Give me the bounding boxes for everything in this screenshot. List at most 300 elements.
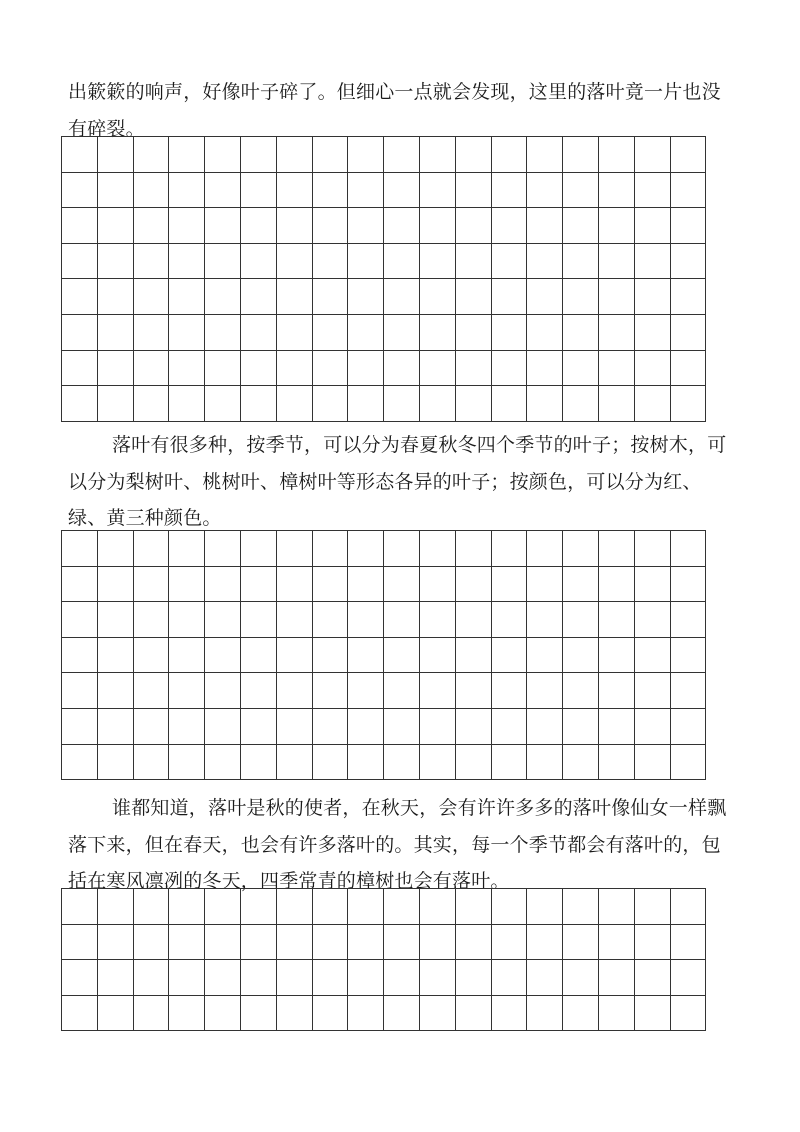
grid-cell[interactable] [671,244,707,280]
grid-cell[interactable] [527,709,563,745]
grid-cell[interactable] [313,996,349,1032]
grid-cell[interactable] [134,889,170,925]
grid-cell[interactable] [241,709,277,745]
grid-cell[interactable] [384,208,420,244]
grid-cell[interactable] [313,351,349,387]
grid-cell[interactable] [241,531,277,567]
grid-cell[interactable] [635,386,671,422]
grid-cell[interactable] [563,996,599,1032]
grid-cell[interactable] [420,315,456,351]
grid-cell[interactable] [563,137,599,173]
grid-cell[interactable] [205,925,241,961]
grid-cell[interactable] [599,315,635,351]
grid-cell[interactable] [62,244,98,280]
grid-cell[interactable] [599,244,635,280]
grid-cell[interactable] [599,351,635,387]
grid-cell[interactable] [134,315,170,351]
grid-cell[interactable] [169,531,205,567]
grid-cell[interactable] [635,673,671,709]
grid-cell[interactable] [384,137,420,173]
grid-cell[interactable] [98,315,134,351]
grid-cell[interactable] [671,351,707,387]
grid-cell[interactable] [671,567,707,603]
grid-cell[interactable] [635,137,671,173]
grid-cell[interactable] [420,244,456,280]
grid-cell[interactable] [671,925,707,961]
writing-grid-1[interactable] [61,136,706,422]
grid-cell[interactable] [241,351,277,387]
grid-cell[interactable] [241,244,277,280]
grid-cell[interactable] [599,960,635,996]
grid-cell[interactable] [527,315,563,351]
grid-cell[interactable] [277,567,313,603]
grid-cell[interactable] [671,279,707,315]
grid-cell[interactable] [62,173,98,209]
grid-cell[interactable] [527,925,563,961]
grid-cell[interactable] [277,673,313,709]
grid-cell[interactable] [98,386,134,422]
grid-cell[interactable] [384,351,420,387]
grid-cell[interactable] [527,386,563,422]
grid-cell[interactable] [348,173,384,209]
grid-cell[interactable] [348,673,384,709]
grid-cell[interactable] [277,709,313,745]
grid-cell[interactable] [420,602,456,638]
grid-cell[interactable] [599,208,635,244]
grid-cell[interactable] [277,960,313,996]
grid-cell[interactable] [420,889,456,925]
grid-cell[interactable] [62,531,98,567]
grid-cell[interactable] [492,279,528,315]
grid-cell[interactable] [599,279,635,315]
grid-cell[interactable] [62,386,98,422]
grid-cell[interactable] [205,531,241,567]
grid-cell[interactable] [563,279,599,315]
grid-cell[interactable] [671,173,707,209]
grid-cell[interactable] [277,279,313,315]
grid-cell[interactable] [420,673,456,709]
grid-cell[interactable] [313,745,349,781]
grid-cell[interactable] [169,173,205,209]
grid-cell[interactable] [277,386,313,422]
grid-cell[interactable] [277,996,313,1032]
grid-cell[interactable] [313,173,349,209]
grid-cell[interactable] [348,925,384,961]
grid-cell[interactable] [599,745,635,781]
grid-cell[interactable] [492,173,528,209]
grid-cell[interactable] [62,709,98,745]
grid-cell[interactable] [635,567,671,603]
grid-cell[interactable] [134,996,170,1032]
grid-cell[interactable] [635,925,671,961]
grid-cell[interactable] [134,351,170,387]
grid-cell[interactable] [169,351,205,387]
grid-cell[interactable] [134,137,170,173]
grid-cell[interactable] [384,925,420,961]
grid-cell[interactable] [599,709,635,745]
grid-cell[interactable] [98,351,134,387]
grid-cell[interactable] [241,673,277,709]
grid-cell[interactable] [205,279,241,315]
grid-cell[interactable] [348,386,384,422]
writing-grid-2[interactable] [61,530,706,780]
grid-cell[interactable] [241,315,277,351]
grid-cell[interactable] [169,638,205,674]
grid-cell[interactable] [313,709,349,745]
grid-cell[interactable] [456,531,492,567]
grid-cell[interactable] [62,996,98,1032]
grid-cell[interactable] [205,567,241,603]
grid-cell[interactable] [599,137,635,173]
grid-cell[interactable] [635,173,671,209]
grid-cell[interactable] [599,889,635,925]
grid-cell[interactable] [384,567,420,603]
grid-cell[interactable] [277,244,313,280]
grid-cell[interactable] [205,137,241,173]
grid-cell[interactable] [205,745,241,781]
grid-cell[interactable] [456,137,492,173]
grid-cell[interactable] [384,279,420,315]
grid-cell[interactable] [169,315,205,351]
grid-cell[interactable] [671,137,707,173]
grid-cell[interactable] [98,709,134,745]
grid-cell[interactable] [134,208,170,244]
grid-cell[interactable] [384,315,420,351]
grid-cell[interactable] [169,889,205,925]
grid-cell[interactable] [205,386,241,422]
grid-cell[interactable] [241,602,277,638]
grid-cell[interactable] [456,745,492,781]
grid-cell[interactable] [241,567,277,603]
grid-cell[interactable] [348,960,384,996]
grid-cell[interactable] [420,279,456,315]
grid-cell[interactable] [420,638,456,674]
grid-cell[interactable] [492,960,528,996]
grid-cell[interactable] [62,673,98,709]
grid-cell[interactable] [635,638,671,674]
grid-cell[interactable] [671,315,707,351]
grid-cell[interactable] [205,960,241,996]
grid-cell[interactable] [456,638,492,674]
grid-cell[interactable] [169,960,205,996]
grid-cell[interactable] [241,960,277,996]
grid-cell[interactable] [277,351,313,387]
grid-cell[interactable] [313,279,349,315]
grid-cell[interactable] [277,208,313,244]
grid-cell[interactable] [420,960,456,996]
grid-cell[interactable] [671,638,707,674]
writing-grid-3[interactable] [61,888,706,1031]
grid-cell[interactable] [456,889,492,925]
grid-cell[interactable] [348,315,384,351]
grid-cell[interactable] [635,279,671,315]
grid-cell[interactable] [169,745,205,781]
grid-cell[interactable] [348,137,384,173]
grid-cell[interactable] [456,208,492,244]
grid-cell[interactable] [635,996,671,1032]
grid-cell[interactable] [635,709,671,745]
grid-cell[interactable] [599,602,635,638]
grid-cell[interactable] [313,315,349,351]
grid-cell[interactable] [671,996,707,1032]
grid-cell[interactable] [348,745,384,781]
grid-cell[interactable] [277,173,313,209]
grid-cell[interactable] [169,208,205,244]
grid-cell[interactable] [635,531,671,567]
grid-cell[interactable] [169,386,205,422]
grid-cell[interactable] [348,889,384,925]
grid-cell[interactable] [241,638,277,674]
grid-cell[interactable] [98,244,134,280]
grid-cell[interactable] [98,960,134,996]
grid-cell[interactable] [348,279,384,315]
grid-cell[interactable] [492,996,528,1032]
grid-cell[interactable] [277,745,313,781]
grid-cell[interactable] [384,960,420,996]
grid-cell[interactable] [205,244,241,280]
grid-cell[interactable] [456,925,492,961]
grid-cell[interactable] [492,137,528,173]
grid-cell[interactable] [563,351,599,387]
grid-cell[interactable] [62,208,98,244]
grid-cell[interactable] [635,351,671,387]
grid-cell[interactable] [98,173,134,209]
grid-cell[interactable] [169,602,205,638]
grid-cell[interactable] [62,925,98,961]
grid-cell[interactable] [563,244,599,280]
grid-cell[interactable] [527,602,563,638]
grid-cell[interactable] [563,673,599,709]
grid-cell[interactable] [313,208,349,244]
grid-cell[interactable] [527,173,563,209]
grid-cell[interactable] [384,244,420,280]
grid-cell[interactable] [492,386,528,422]
grid-cell[interactable] [348,244,384,280]
grid-cell[interactable] [492,602,528,638]
grid-cell[interactable] [348,567,384,603]
grid-cell[interactable] [313,137,349,173]
grid-cell[interactable] [313,386,349,422]
grid-cell[interactable] [313,889,349,925]
grid-cell[interactable] [635,960,671,996]
grid-cell[interactable] [420,709,456,745]
grid-cell[interactable] [456,315,492,351]
grid-cell[interactable] [62,137,98,173]
grid-cell[interactable] [205,638,241,674]
grid-cell[interactable] [98,745,134,781]
grid-cell[interactable] [384,996,420,1032]
grid-cell[interactable] [384,602,420,638]
grid-cell[interactable] [134,709,170,745]
grid-cell[interactable] [169,137,205,173]
grid-cell[interactable] [134,960,170,996]
grid-cell[interactable] [384,709,420,745]
grid-cell[interactable] [348,709,384,745]
grid-cell[interactable] [134,745,170,781]
grid-cell[interactable] [98,567,134,603]
grid-cell[interactable] [169,244,205,280]
grid-cell[interactable] [671,960,707,996]
grid-cell[interactable] [277,531,313,567]
grid-cell[interactable] [205,889,241,925]
grid-cell[interactable] [671,531,707,567]
grid-cell[interactable] [241,925,277,961]
grid-cell[interactable] [456,602,492,638]
grid-cell[interactable] [635,208,671,244]
grid-cell[interactable] [671,889,707,925]
grid-cell[interactable] [62,960,98,996]
grid-cell[interactable] [62,567,98,603]
grid-cell[interactable] [384,673,420,709]
grid-cell[interactable] [98,889,134,925]
grid-cell[interactable] [599,531,635,567]
grid-cell[interactable] [563,386,599,422]
grid-cell[interactable] [527,208,563,244]
grid-cell[interactable] [348,351,384,387]
grid-cell[interactable] [98,925,134,961]
grid-cell[interactable] [277,315,313,351]
grid-cell[interactable] [205,208,241,244]
grid-cell[interactable] [205,173,241,209]
grid-cell[interactable] [313,925,349,961]
grid-cell[interactable] [348,602,384,638]
grid-cell[interactable] [635,602,671,638]
grid-cell[interactable] [527,531,563,567]
grid-cell[interactable] [134,567,170,603]
grid-cell[interactable] [277,602,313,638]
grid-cell[interactable] [169,996,205,1032]
grid-cell[interactable] [563,638,599,674]
grid-cell[interactable] [98,137,134,173]
grid-cell[interactable] [205,315,241,351]
grid-cell[interactable] [527,244,563,280]
grid-cell[interactable] [98,279,134,315]
grid-cell[interactable] [599,386,635,422]
grid-cell[interactable] [169,279,205,315]
grid-cell[interactable] [599,673,635,709]
grid-cell[interactable] [241,386,277,422]
grid-cell[interactable] [563,745,599,781]
grid-cell[interactable] [241,889,277,925]
grid-cell[interactable] [313,638,349,674]
grid-cell[interactable] [456,386,492,422]
grid-cell[interactable] [384,173,420,209]
grid-cell[interactable] [671,602,707,638]
grid-cell[interactable] [492,351,528,387]
grid-cell[interactable] [241,996,277,1032]
grid-cell[interactable] [671,745,707,781]
grid-cell[interactable] [527,567,563,603]
grid-cell[interactable] [492,638,528,674]
grid-cell[interactable] [420,137,456,173]
grid-cell[interactable] [671,673,707,709]
grid-cell[interactable] [456,567,492,603]
grid-cell[interactable] [563,315,599,351]
grid-cell[interactable] [492,745,528,781]
grid-cell[interactable] [527,673,563,709]
grid-cell[interactable] [62,745,98,781]
grid-cell[interactable] [205,673,241,709]
grid-cell[interactable] [671,208,707,244]
grid-cell[interactable] [563,208,599,244]
grid-cell[interactable] [205,709,241,745]
grid-cell[interactable] [205,602,241,638]
grid-cell[interactable] [241,137,277,173]
grid-cell[interactable] [277,925,313,961]
grid-cell[interactable] [420,386,456,422]
grid-cell[interactable] [420,567,456,603]
grid-cell[interactable] [313,602,349,638]
grid-cell[interactable] [277,638,313,674]
grid-cell[interactable] [62,315,98,351]
grid-cell[interactable] [420,208,456,244]
grid-cell[interactable] [134,638,170,674]
grid-cell[interactable] [134,925,170,961]
grid-cell[interactable] [599,567,635,603]
grid-cell[interactable] [62,279,98,315]
grid-cell[interactable] [492,889,528,925]
grid-cell[interactable] [313,244,349,280]
grid-cell[interactable] [420,996,456,1032]
grid-cell[interactable] [134,531,170,567]
grid-cell[interactable] [134,673,170,709]
grid-cell[interactable] [277,889,313,925]
grid-cell[interactable] [492,244,528,280]
grid-cell[interactable] [384,889,420,925]
grid-cell[interactable] [635,745,671,781]
grid-cell[interactable] [492,673,528,709]
grid-cell[interactable] [98,208,134,244]
grid-cell[interactable] [420,745,456,781]
grid-cell[interactable] [384,386,420,422]
grid-cell[interactable] [527,279,563,315]
grid-cell[interactable] [169,567,205,603]
grid-cell[interactable] [241,745,277,781]
grid-cell[interactable] [599,925,635,961]
grid-cell[interactable] [134,244,170,280]
grid-cell[interactable] [527,351,563,387]
grid-cell[interactable] [527,638,563,674]
grid-cell[interactable] [492,315,528,351]
grid-cell[interactable] [563,173,599,209]
grid-cell[interactable] [635,244,671,280]
grid-cell[interactable] [313,567,349,603]
grid-cell[interactable] [563,925,599,961]
grid-cell[interactable] [456,673,492,709]
grid-cell[interactable] [313,531,349,567]
grid-cell[interactable] [527,996,563,1032]
grid-cell[interactable] [241,208,277,244]
grid-cell[interactable] [348,531,384,567]
grid-cell[interactable] [671,386,707,422]
grid-cell[interactable] [98,531,134,567]
grid-cell[interactable] [98,673,134,709]
grid-cell[interactable] [62,889,98,925]
grid-cell[interactable] [492,709,528,745]
grid-cell[interactable] [384,638,420,674]
grid-cell[interactable] [635,315,671,351]
grid-cell[interactable] [492,531,528,567]
grid-cell[interactable] [420,173,456,209]
grid-cell[interactable] [348,208,384,244]
grid-cell[interactable] [420,531,456,567]
grid-cell[interactable] [563,531,599,567]
grid-cell[interactable] [599,638,635,674]
grid-cell[interactable] [205,996,241,1032]
grid-cell[interactable] [456,173,492,209]
grid-cell[interactable] [134,279,170,315]
grid-cell[interactable] [169,673,205,709]
